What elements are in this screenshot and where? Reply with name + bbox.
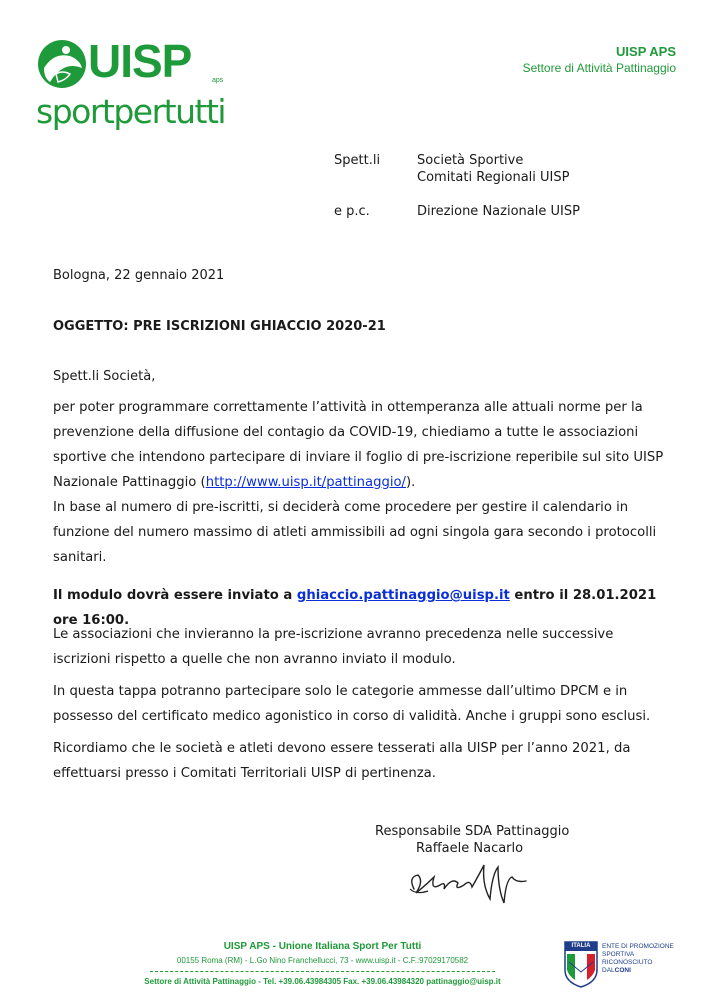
signature-name: Raffaele Nacarlo <box>416 841 524 856</box>
signature-role: Responsabile SDA Pattinaggio <box>375 824 570 839</box>
recipient-line-2: Comitati Regionali UISP <box>417 170 570 185</box>
logo-tagline: sportpertutti <box>36 92 226 131</box>
cc-label: e p.c. <box>334 204 370 219</box>
site-link[interactable]: http://www.uisp.it/pattinaggio/ <box>205 475 407 490</box>
coni-line-4 <box>602 967 674 975</box>
paragraph-4: In questa tappa potranno partecipare solo le categorie ammesse dall’ultimo DPCM e in possesso del certificato medico agonistico in corso di validità. Anche i gruppi sono esclusi. <box>53 684 651 724</box>
coni-prefix: DAL <box>602 967 615 974</box>
coni-line-2: SPORTIVA <box>602 951 635 958</box>
deadline-text: Il modulo dovrà essere inviato a <box>53 588 297 603</box>
recipient-label: Spett.li <box>334 153 381 168</box>
letter-salutation: Spett.li Società, <box>53 369 156 384</box>
coni-line-1: ENTE DI PROMOZIONE <box>602 943 674 950</box>
header-org: UISP APS <box>616 44 676 59</box>
logo-suffix: aps <box>212 77 224 84</box>
letter-subject: OGGETTO: PRE ISCRIZIONI GHIACCIO 2020-21 <box>53 319 386 334</box>
handwritten-signature <box>400 855 540 915</box>
logo-wordmark: UISP <box>88 35 192 87</box>
email-link[interactable]: ghiaccio.pattinaggio@uisp.it <box>296 588 510 603</box>
footer-contacts: Settore di Attività Pattinaggio - Tel. +39.06.43984305 Fax. +39.06.43984320 pattinaggio@uisp.it <box>144 977 501 986</box>
footer-divider <box>150 971 495 972</box>
paragraph-1-text: per poter programmare correttamente l’attività in ottemperanza alle attuali norme per la prevenzione della diffusione del contagio da COVID-19, chiediamo a tutte le associazioni sportive che intendono partecipare di inviare il foglio di pre-iscrizione reperibile sul sito UISP Nazionale Pattinaggio ( <box>53 400 664 490</box>
paragraph-1-end: ). <box>406 475 416 490</box>
coni-name: CONI <box>614 967 631 974</box>
header-sector: Settore di Attività Pattinaggio <box>522 61 676 75</box>
paragraph-3: Le associazioni che invieranno la pre-iscrizione avranno precedenza nelle successive iscrizioni rispetto a quelle che non avranno inviato il modulo. <box>53 627 614 667</box>
coni-line-3: RICONOSCIUTO <box>602 959 653 966</box>
paragraph-1 <box>53 395 673 495</box>
paragraph-2: In base al numero di pre-iscritti, si deciderà come procedere per gestire il calendario in funzione del numero massimo di atleti ammissibili ad ogni singola gara secondo i protocolli sanitari. <box>53 500 657 565</box>
footer-org: UISP APS - Unione Italiana Sport Per Tutti <box>223 941 422 952</box>
runner-emblem-icon <box>36 38 88 90</box>
footer-address: 00155 Roma (RM) - L.Go Nino Franchellucci, 73 - www.uisp.it - C.F.:97029170582 <box>176 956 469 965</box>
letter-date: Bologna, 22 gennaio 2021 <box>53 268 225 283</box>
deadline-date: entro il 28.01.2021 ore 16:00. <box>53 588 657 628</box>
shield-label: ITALIA <box>571 943 591 949</box>
coni-badge <box>563 940 603 990</box>
paragraph-5: Ricordiamo che le società e atleti devono essere tesserati alla UISP per l’anno 2021, da effettuarsi presso i Comitati Territoriali UISP di pertinenza. <box>53 741 631 781</box>
cc-line-1: Direzione Nazionale UISP <box>417 204 580 219</box>
recipient-line-1: Società Sportive <box>417 153 524 168</box>
coni-text <box>602 943 674 975</box>
